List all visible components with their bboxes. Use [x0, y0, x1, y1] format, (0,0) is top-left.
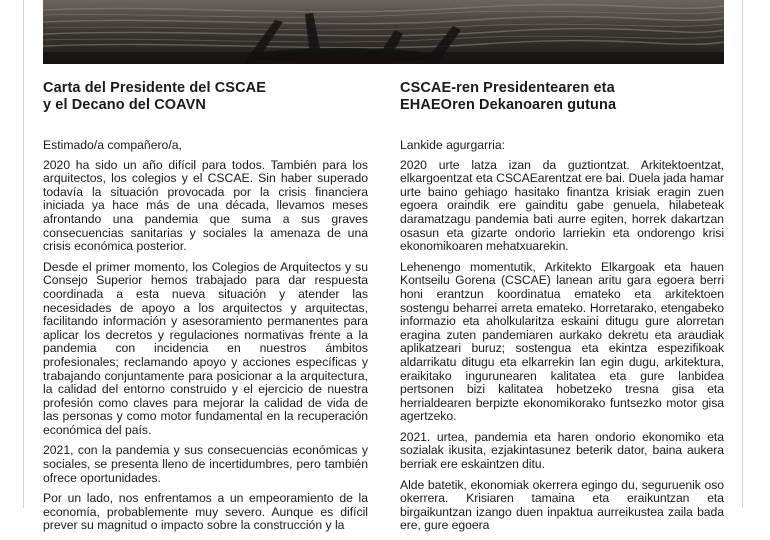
header-photo-image: [43, 0, 724, 64]
basque-letter-column: [400, 80, 724, 540]
spanish-title-line-1: Carta del Presidente del CSCAE: [43, 80, 266, 96]
spanish-paragraph-2: Desde el primer momento, los Colegios de Arquitectos y su Consejo Superior hemos trabajado para dar respuesta coordinada a esta nueva situación y atender las necesidades de apoyo a los arquitectos y arquitectas, facilitando información y asesoramiento permanentes para aplicar los decretos y regulaciones normativas frente a la pandemia con incidencia en nuestros ámbitos profesionales; reclamando apoyo y acciones específicas y trabajando conjuntamente para posicionar a la arquitectura, la calidad del entorno construido y el ejercicio de nuestra profesión como claves para mejorar la calidad de vida de las personas y como motor fundamental en la recuperación económica del país.: [43, 259, 368, 437]
spanish-paragraph-1: 2020 ha sido un año difícil para todos. También para los arquitectos, los colegios y el CSCAE. Sin haber superado todavía la situación provocada por la crisis financiera iniciada ya hace más de una década, llevamos meses afrontando una pandemia que suma a sus graves consecuencias sanitarias y sociales la amenaza de una crisis económica posterior.: [43, 157, 368, 254]
basque-paragraph-4: Alde batetik, ekonomiak okerrera egingo du, seguruenik oso okerrera. Krisiaren tamaina eta eraikuntzan eta birgaikuntzan izango duen inpaktua aurreikustea zaila bada ere, gure egoera: [400, 477, 724, 533]
basque-salutation: Lankide agurgarria:: [400, 138, 506, 152]
basque-title-line-2: EHAEOren Dekanoaren gutuna: [400, 97, 617, 113]
spanish-salutation: Estimado/a compañero/a,: [43, 138, 182, 152]
basque-paragraph-1: 2020 urte latza izan da guztiontzat. Arkitektoentzat, elkargoentzat eta CSCAEarentzat ere bai. Duela jada hamar urte baino gehiago hasitako finantza krisiak eragin zuen egoera oraindik ere gainditu gabe genuela, hilabeteak daramatzagu pandemia bati aurre egiten, horrek dakartzan osasun eta gizarte ondorio larriekin eta ondorengo krisi ekonomikoaren mehatxuarekin.: [400, 157, 724, 254]
basque-letter-title: [400, 80, 724, 114]
basque-title-line-1: CSCAE-ren Presidentearen eta: [400, 80, 615, 96]
spanish-paragraph-3: 2021, con la pandemia y sus consecuencias económicas y sociales, se presenta lleno de incertidumbres, pero también ofrece oportunidades.: [43, 443, 368, 485]
spanish-title-line-2: y el Decano del COAVN: [43, 97, 206, 113]
spanish-paragraph-4: Por un lado, nos enfrentamos a un empeoramiento de la economía, probablemente muy severo. Aunque es difícil prever su magnitud o impacto sobre la construcción y la: [43, 491, 368, 533]
spanish-letter-title: [43, 80, 368, 114]
basque-paragraph-3: 2021. urtea, pandemia eta haren ondorio ekonomiko eta sozialak ikusita, ezjakintasunez beterik dator, baina aukera berriak ere eskaintzen ditu.: [400, 429, 724, 472]
basque-paragraph-2: Lehenengo momentutik, Arkitekto Elkargoak eta hauen Kontseilu Gorena (CSCAE) lanean aritu gara egoera berri honi erantzun koordinatua emateko eta arkitektoen sostengu beharrei arreta emateko. Horretarako, etengabeko informazio eta aholkularitza eskaini ditugu gure alorretan eragina zuten pandemiaren aurkako dekretu eta araudiak aplikatzeari buruz; sostengua eta ekintza espezifikoak aldarrikatu ditugu eta elkarrekin lan egin dugu, arkitektura, eraikitako ingurunearen kalitatea eta gure lanbidea pertsonen bizi kalitatea hobetzeko tresna gisa eta herrialdearen berpizte ekonomikorako funtsezko motor gisa agertzeko.: [400, 259, 724, 424]
spanish-letter-column: [43, 80, 368, 540]
header-photo: [43, 0, 724, 64]
